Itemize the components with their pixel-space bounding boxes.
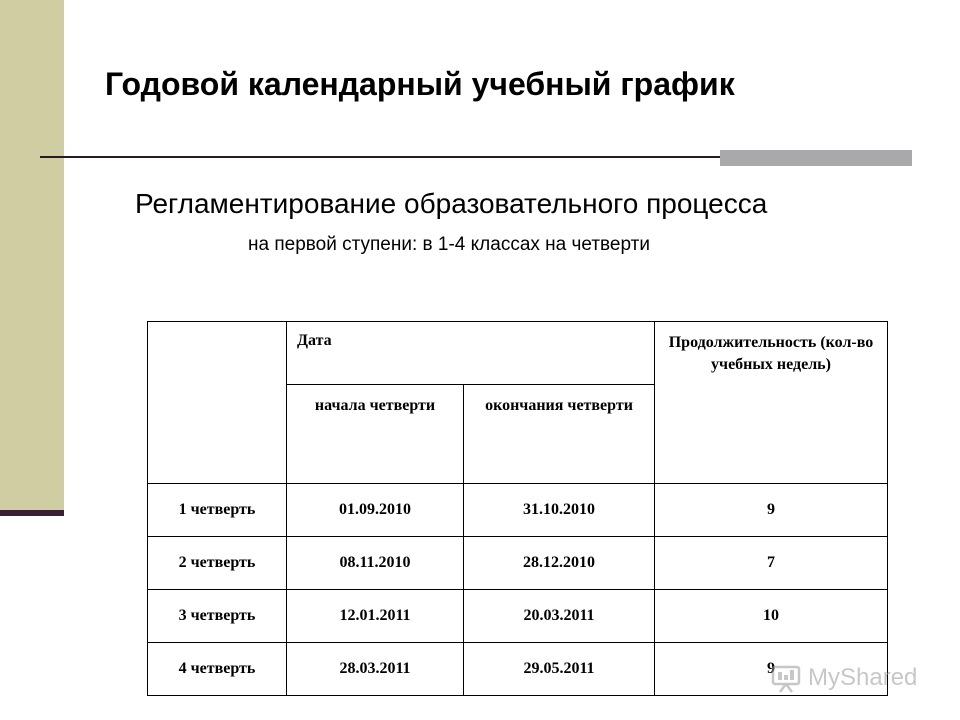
watermark-text: MyShared [808, 664, 918, 691]
watermark [770, 660, 925, 696]
start-date-cell: 28.03.2011 [287, 643, 464, 696]
left-accent-bar [0, 0, 64, 512]
end-date-cell: 28.12.2010 [464, 537, 655, 590]
header-date: Дата [287, 322, 655, 385]
weeks-cell: 10 [655, 590, 888, 643]
title-divider-accent [720, 150, 912, 166]
table-header-row [148, 322, 888, 385]
end-date-cell: 29.05.2011 [464, 643, 655, 696]
header-duration: Продолжительность (кол-во учебных недель) [655, 322, 888, 484]
weeks-cell: 9 [655, 643, 888, 696]
table-row [148, 537, 888, 590]
end-date-cell: 20.03.2011 [464, 590, 655, 643]
quarter-cell: 2 четверть [148, 537, 287, 590]
header-start: начала четверти [287, 385, 464, 484]
left-accent-underline [0, 510, 64, 516]
presentation-board-icon [770, 662, 802, 694]
start-date-cell: 01.09.2010 [287, 484, 464, 537]
quarter-cell: 3 четверть [148, 590, 287, 643]
start-date-cell: 08.11.2010 [287, 537, 464, 590]
table-corner-cell [148, 322, 287, 484]
table-row [148, 484, 888, 537]
slide-title: Годовой календарный учебный график [105, 66, 735, 102]
slide-subtitle: Регламентирование образовательного процесса [135, 188, 768, 219]
slide-subline: на первой ступени: в 1-4 классах на четверти [248, 234, 650, 255]
weeks-cell: 9 [655, 484, 888, 537]
end-date-cell: 31.10.2010 [464, 484, 655, 537]
quarter-cell: 1 четверть [148, 484, 287, 537]
schedule-table [147, 321, 888, 696]
header-end: окончания четверти [464, 385, 655, 484]
quarter-cell: 4 четверть [148, 643, 287, 696]
table-row [148, 590, 888, 643]
start-date-cell: 12.01.2011 [287, 590, 464, 643]
weeks-cell: 7 [655, 537, 888, 590]
